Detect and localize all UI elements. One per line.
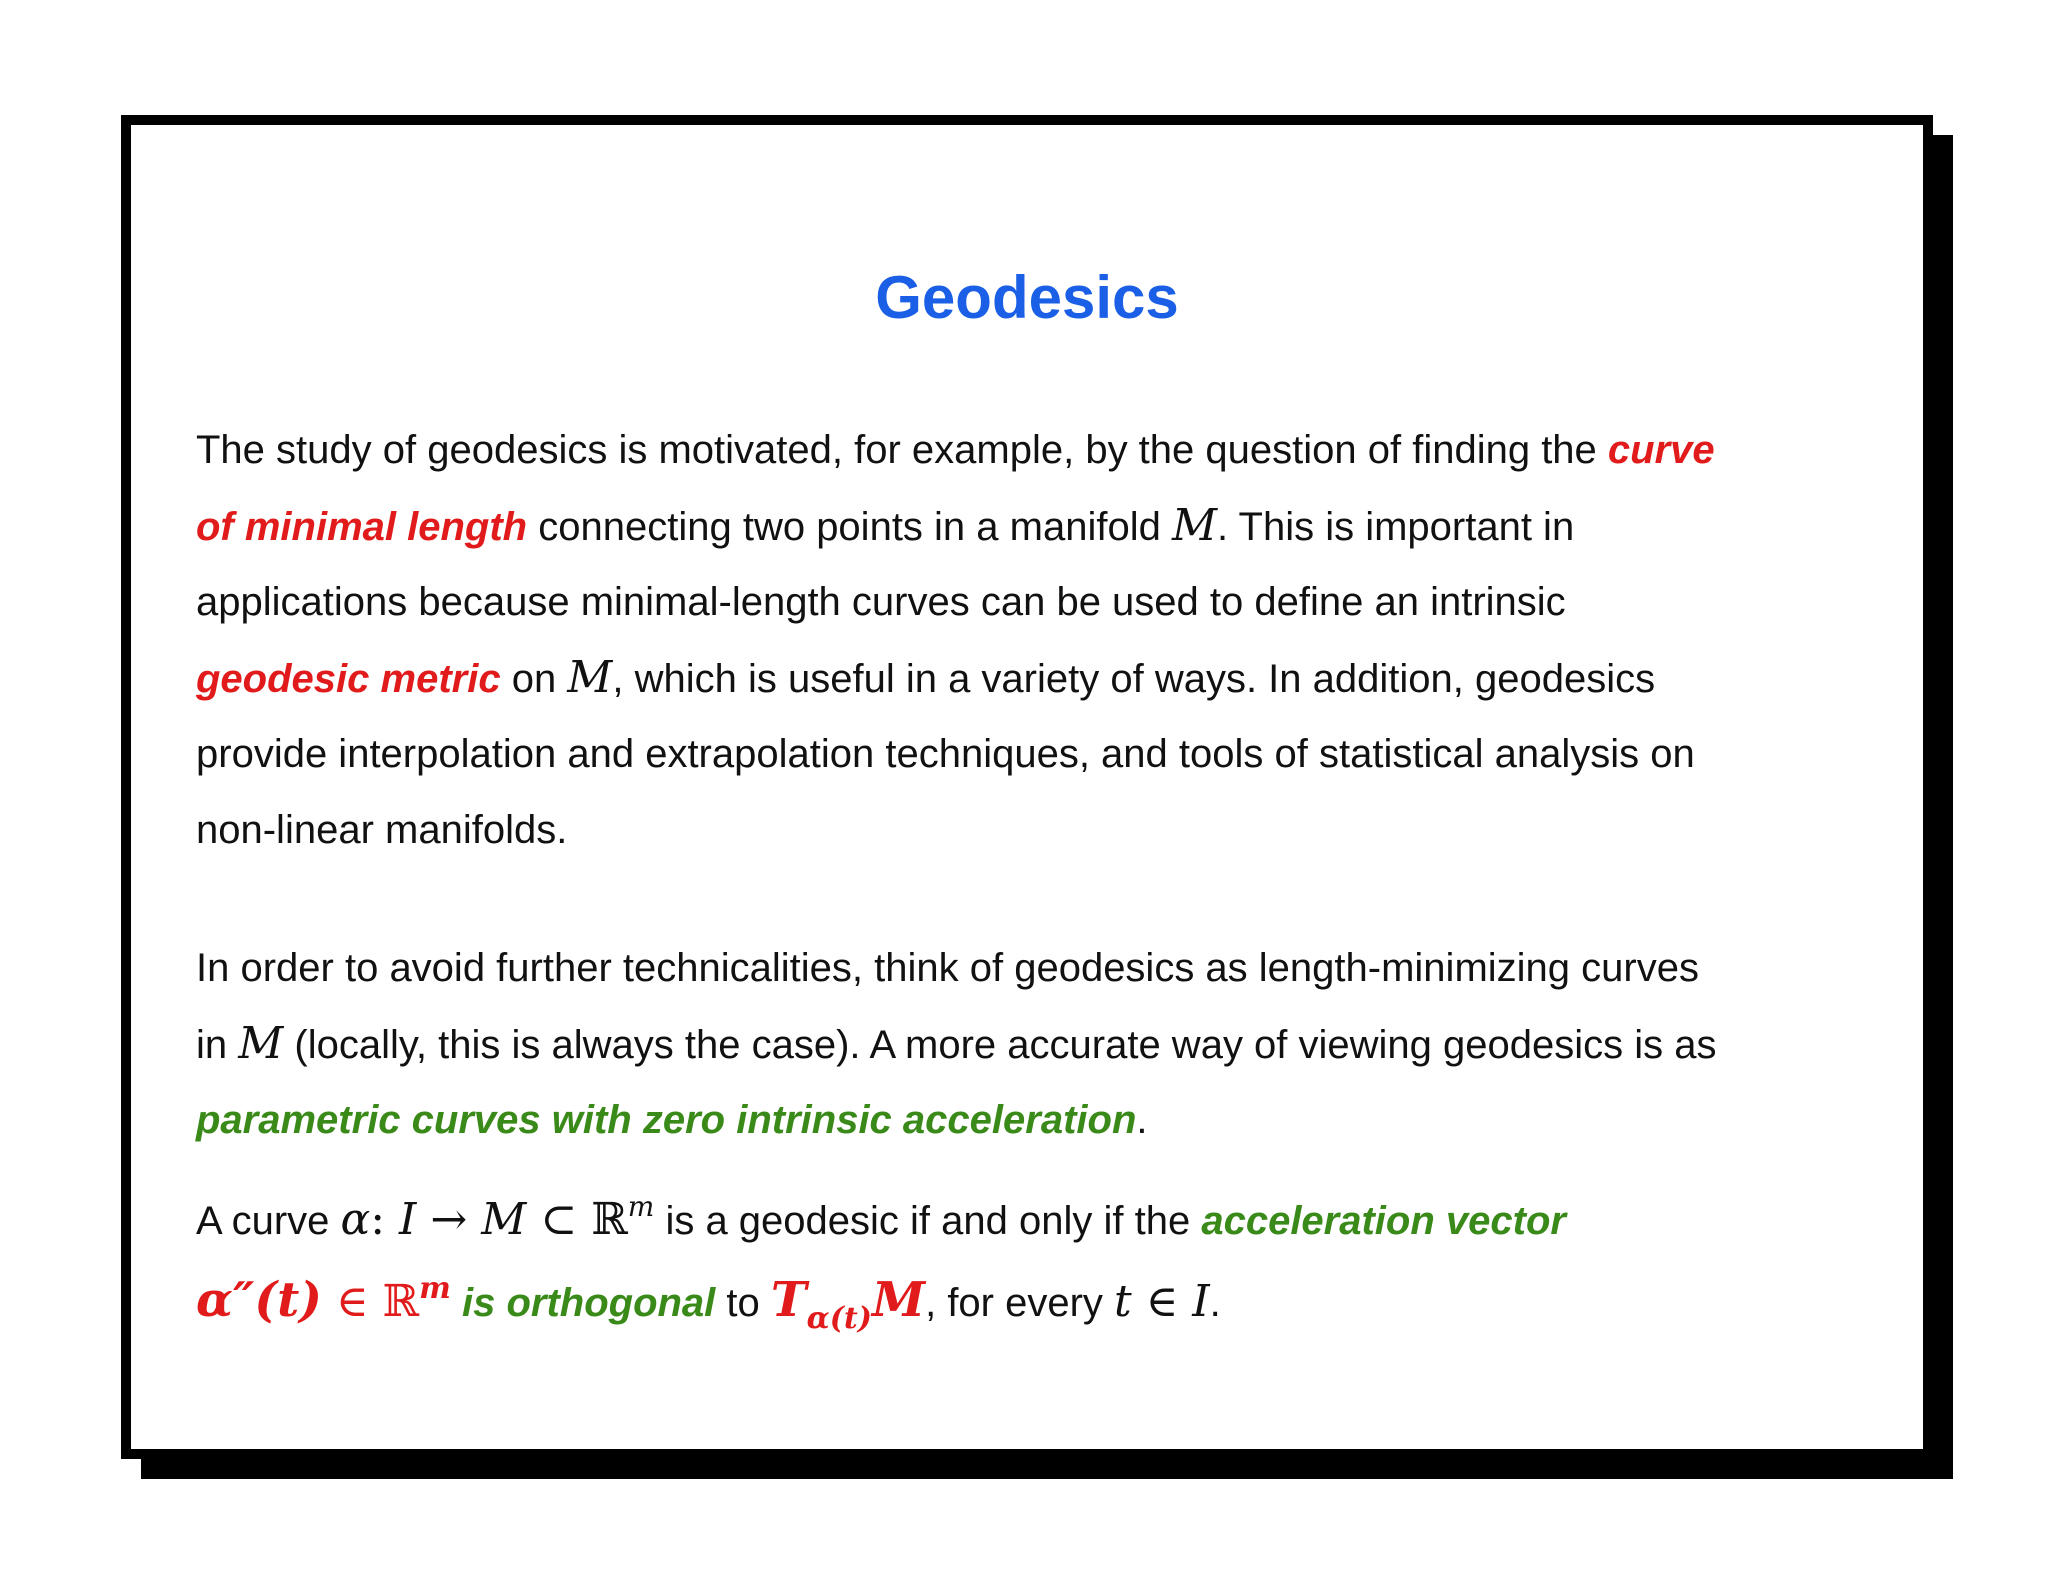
math-manifold-M: M — [481, 1194, 527, 1245]
math-t: t — [1114, 1276, 1132, 1327]
paragraph1-line1: The study of geodesics is motivated, for example, by the question of finding the curve — [196, 428, 1715, 472]
emphasis-orthogonal: is orthogonal — [450, 1281, 716, 1325]
math-arrow: → — [416, 1194, 482, 1245]
paragraph1-line4: geodesic metric on M, which is useful in a variety of ways. In addition, geodesics — [196, 652, 1656, 703]
math-manifold-M: M — [567, 652, 613, 703]
math-subset: ⊂ — [526, 1194, 592, 1245]
math-interval-I: I — [1192, 1276, 1210, 1327]
paragraph2-line1: In order to avoid further technicalities, think of geodesics as length-minimizing curves — [196, 946, 1699, 990]
math-interval-I: I — [399, 1194, 417, 1245]
emphasis-geodesic-metric: geodesic metric — [196, 657, 501, 701]
math-tangent-space-T: T — [770, 1272, 807, 1328]
math-tangent-subscript: α(t) — [806, 1301, 872, 1336]
math-alpha-second-derivative: α″(t) — [196, 1272, 322, 1328]
math-exponent-m: m — [627, 1190, 655, 1223]
math-alpha: α — [340, 1194, 371, 1245]
paragraph1-line6: non-linear manifolds. — [196, 808, 568, 852]
emphasis-curve: curve — [1607, 428, 1715, 472]
paragraph2-line2: in M (locally, this is always the case). A more accurate way of viewing geodesics is as — [196, 1018, 1717, 1069]
math-reals: ℝ — [382, 1276, 420, 1327]
math-manifold-M: M — [871, 1272, 926, 1328]
slide-title: Geodesics — [875, 264, 1179, 331]
math-element-of: ∈ — [1131, 1276, 1193, 1327]
paragraph3-line1: A curve α: I → M ⊂ ℝ$^m$ is a geodesic if and only if the acceleration vector — [196, 1190, 1566, 1245]
math-reals: ℝ — [591, 1194, 628, 1245]
paragraph3-line2: α″(t) ∈ ℝ$^m$ is orthogonal to $T_{\alpha(t)}M$, for every t ∈ I. — [196, 1271, 1221, 1336]
paragraph-geodesics-motivation — [196, 412, 1916, 868]
paragraph2-line3: parametric curves with zero intrinsic acceleration. — [196, 1098, 1148, 1142]
math-exponent-m: m — [419, 1271, 451, 1306]
math-element-of: ∈ — [321, 1276, 383, 1327]
emphasis-zero-acceleration: parametric curves with zero intrinsic acceleration — [196, 1098, 1137, 1142]
paragraph1-line5: provide interpolation and extrapolation techniques, and tools of statistical analysis on — [196, 732, 1695, 776]
emphasis-minimal-length: of minimal length — [196, 505, 528, 549]
math-manifold-M: M — [1171, 500, 1218, 551]
paragraph1-line3: applications because minimal-length curves can be used to define an intrinsic — [196, 580, 1566, 624]
paragraph-length-minimizing — [196, 930, 1916, 1158]
math-manifold-M: M — [238, 1018, 284, 1069]
paragraph1-line2: of minimal length connecting two points in a manifold M. This is important in — [196, 500, 1575, 551]
emphasis-acceleration-vector: acceleration vector — [1201, 1199, 1566, 1243]
paragraph-geodesic-definition — [196, 1182, 1916, 1342]
slide-frame — [121, 115, 1933, 1459]
